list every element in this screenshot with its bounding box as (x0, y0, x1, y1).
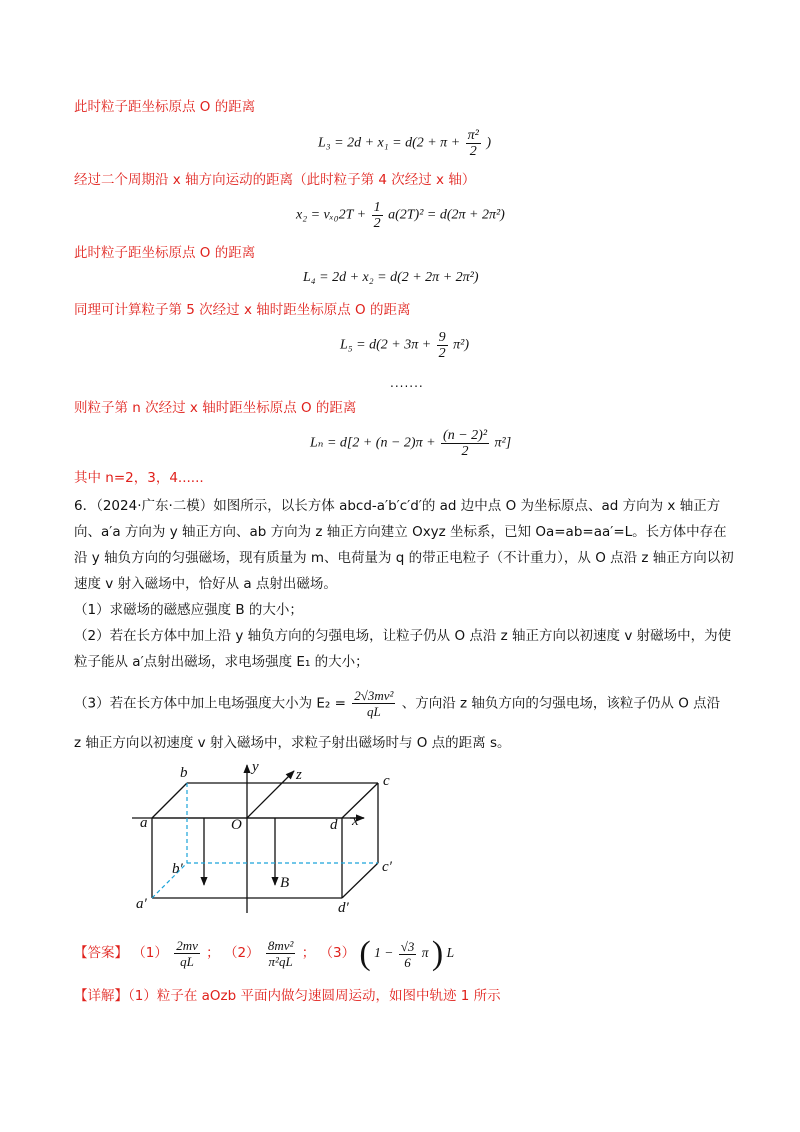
equation-L3-fraction (466, 128, 481, 159)
label-z: z (296, 767, 302, 783)
text-line-5: 则粒子第 n 次经过 x 轴时距坐标原点 O 的距离 (74, 400, 357, 416)
label-c: c (383, 773, 390, 789)
label-cprime: c′ (382, 859, 392, 875)
label-a: a (140, 815, 148, 831)
fraction-numerator: 9 (438, 330, 446, 345)
edge-d-c (342, 783, 378, 818)
answer-2-label: （2） (223, 945, 260, 962)
label-y: y (252, 759, 259, 775)
question-3-line-1 (74, 688, 720, 719)
fraction-denominator: 6 (404, 954, 411, 970)
fraction-denominator: qL (366, 704, 381, 719)
fraction-numerator: √3 (400, 938, 415, 954)
equation-Ln-right: π²] (494, 435, 512, 451)
equation-L5-left: L₅ = d(2 + 3π + (340, 337, 432, 353)
problem-statement: 6．（2024·广东·二模）如图所示，以长方体 abcd-a′b′c′d′的 ad 边中点 O 为坐标原点、ad 方向为 x 轴正方向、a′a 方向为 y 轴正方向、ab 方向为 z 轴正方向建立 Oxyz 坐标系，已知 Oa=ab=aa′=L。长方体中存在沿 y 轴负方向的匀强磁场，现有质量为 m、电荷量为 q 的带正电粒子（不计重力），从 O 点沿 z 轴正方向以初速度 v 射入磁场中，恰好从 a 点射出磁场。 (74, 498, 734, 592)
label-bprime: b′ (172, 861, 183, 877)
answer-3-L: L (446, 945, 455, 961)
equation-Ln-left: Lₙ = d[2 + (n − 2)π + (310, 435, 436, 451)
equation-L3 (318, 128, 491, 159)
question-3-fraction (352, 688, 395, 719)
fraction-denominator: qL (180, 953, 194, 969)
ellipsis: ....... (390, 376, 424, 390)
fraction-denominator: 2 (438, 346, 446, 361)
equation-x2-left: x₂ = vₓ₀2T + (296, 207, 367, 223)
equation-Ln (310, 428, 511, 459)
text-line-6: 其中 n=2，3，4...... (74, 470, 204, 486)
label-dprime: d′ (338, 900, 349, 916)
text-line-4: 同理可计算粒子第 5 次经过 x 轴时距坐标原点 O 的距离 (74, 302, 411, 318)
label-O: O (231, 817, 242, 833)
detail-line (74, 986, 501, 1006)
z-axis (247, 771, 294, 818)
fraction-numerator: 8mv² (267, 937, 294, 953)
fraction-numerator: (n − 2)² (443, 428, 488, 443)
answer-1-label: （1） (132, 945, 168, 962)
cuboid-figure (0, 755, 800, 935)
equation-L5-fraction (437, 330, 448, 361)
text-line-2: 经过二个周期沿 x 轴方向运动的距离（此时粒子第 4 次经过 x 轴） (74, 172, 476, 188)
question-3-prefix: （3）若在长方体中加上电场强度大小为 E₂ = (74, 695, 346, 712)
answer-3-fraction (399, 939, 417, 970)
answer-1-fraction (174, 938, 200, 969)
answer-3-pi: π (421, 945, 429, 961)
answer-3-prefix: 1 − (374, 945, 394, 961)
detail-mark: 【详解】 (74, 988, 128, 1004)
fraction-numerator: 2√3mv² (354, 688, 394, 703)
equation-x2-fraction (372, 200, 383, 231)
fraction-denominator: 2 (373, 216, 381, 231)
equation-L3-left: L₃ = 2d + x₁ = d(2 + π + (318, 135, 461, 151)
question-1: （1）求磁场的磁感应强度 B 的大小； (74, 602, 303, 618)
equation-x2 (296, 200, 505, 231)
answer-mark: 【答案】 (74, 945, 128, 962)
answer-3-label: （3） (319, 945, 356, 962)
answer-3-expression (359, 935, 455, 972)
open-paren: ( (359, 935, 371, 972)
equation-L4: L₄ = 2d + x₂ = d(2 + 2π + 2π²) (303, 270, 479, 285)
equation-L5-right: π²) (453, 337, 470, 353)
question-3-line-2: z 轴正方向以初速度 v 射入磁场中，求粒子射出磁场时与 O 点的距离 s。 (74, 735, 511, 751)
equation-Ln-fraction (441, 428, 489, 459)
question-3-suffix: 、方向沿 z 轴负方向的匀强电场，该粒子仍从 O 点沿 (401, 695, 721, 712)
edge-dprime-cprime (342, 863, 378, 898)
fraction-numerator: π² (467, 128, 479, 143)
text-line-3: 此时粒子距坐标原点 O 的距离 (74, 245, 256, 261)
fraction-numerator: 1 (373, 200, 381, 215)
fraction-denominator: 2 (469, 144, 477, 159)
label-aprime: a′ (136, 896, 147, 912)
equation-L5 (340, 330, 469, 361)
equation-L3-right: ) (486, 135, 492, 151)
fraction-denominator: π²qL (268, 953, 293, 969)
fraction-denominator: 2 (461, 444, 469, 459)
answer-line (74, 935, 454, 973)
label-b: b (180, 765, 188, 781)
text-line-1: 此时粒子距坐标原点 O 的距离 (74, 99, 256, 115)
fraction-numerator: 2mv (176, 937, 198, 953)
equation-x2-right: a(2T)² = d(2π + 2π²) (388, 207, 505, 223)
question-2: （2）若在长方体中加上沿 y 轴负方向的匀强电场，让粒子仍从 O 点沿 z 轴正方向以初速度 v 射磁场中，为使粒子能从 a′点射出磁场，求电场强度 E₁ 的大小； (74, 628, 732, 670)
label-d: d (330, 817, 338, 833)
answer-2-fraction (266, 938, 296, 969)
answer-separator-2: ； (301, 945, 316, 962)
answer-separator-1: ； (206, 945, 220, 962)
label-x: x (352, 813, 359, 829)
edge-a-b (152, 783, 187, 818)
label-B: B (280, 875, 290, 891)
detail-text: （1）粒子在 aOzb 平面内做匀速圆周运动，如图中轨迹 1 所示 (128, 988, 501, 1004)
close-paren: ) (431, 935, 444, 972)
